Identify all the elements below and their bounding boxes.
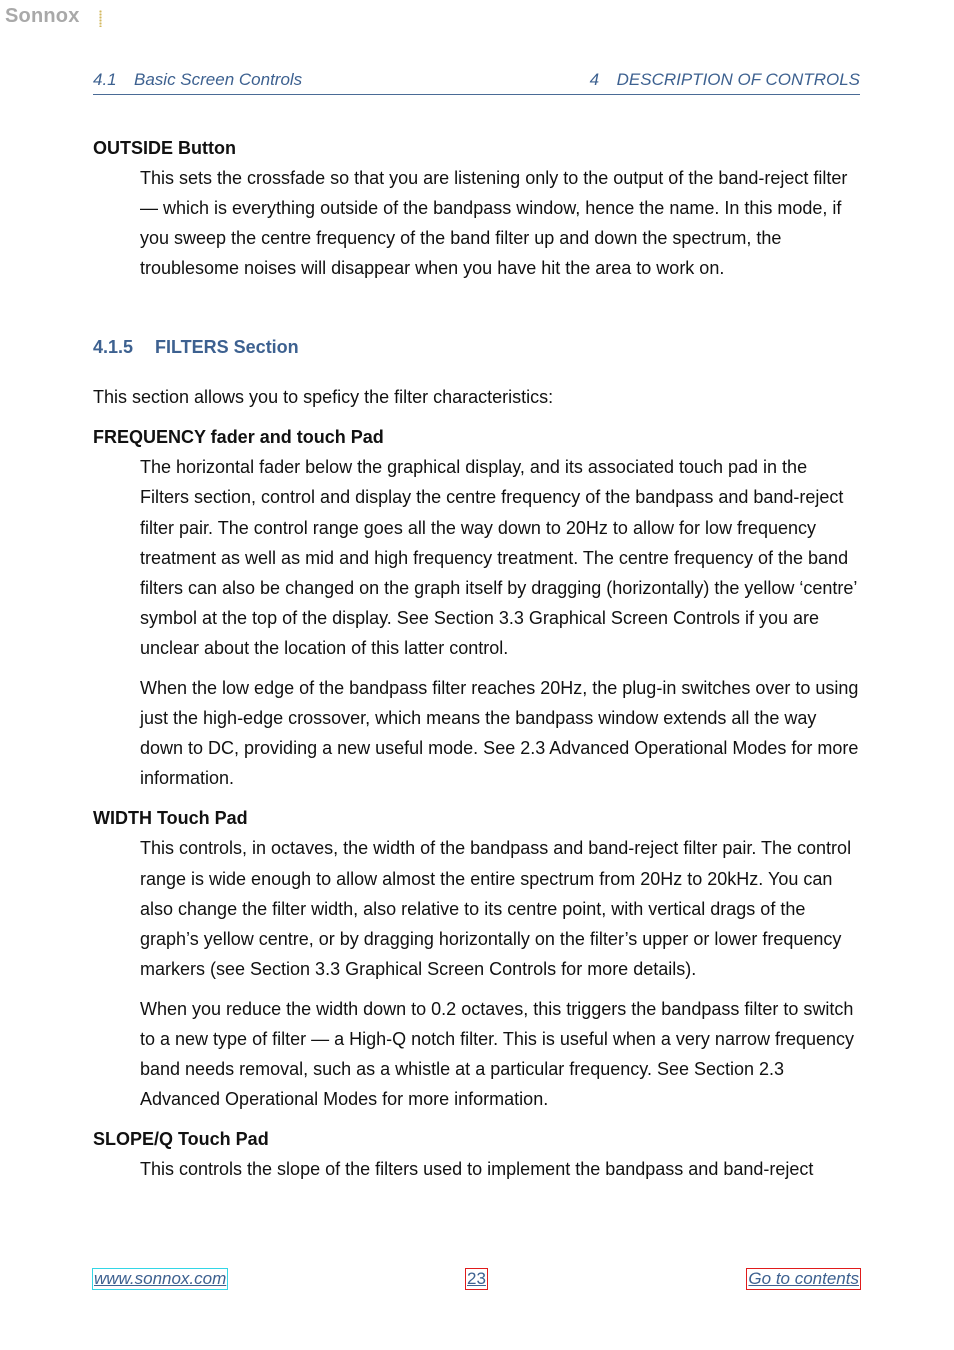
frequency-desc-2: When the low edge of the bandpass filter reaches 20Hz, the plug-in switches over to using just the high-edge crossover, which means the bandpass window extends all the way down to DC, providing a new useful mode. See 2.3 Advanced Operational Modes for more information.: [140, 678, 859, 789]
logo-dots-icon: [99, 10, 102, 27]
filters-section-heading: [93, 332, 860, 362]
sonnox-logo: Sonnox: [5, 5, 80, 27]
go-to-contents-link[interactable]: Go to contents: [748, 1269, 859, 1288]
outside-button-desc: This sets the crossfade so that you are listening only to the output of the band-reject filter — which is everything outside of the bandpass window, hence the name. In this mode, if you sweep the centre frequency of the band filter up and down the spectrum, the troublesome noises will disappear when you have hit the area to work on.: [140, 168, 848, 279]
header-section-number: 4.1: [93, 70, 117, 89]
page-header: [93, 70, 860, 95]
outside-button-term: OUTSIDE Button: [93, 138, 236, 158]
frequency-desc-1: The horizontal fader below the graphical display, and its associated touch pad in the Filters section, control and display the centre frequency of the bandpass and band-reject filter pair. The control range goes all the way down to 20Hz to allow for low frequency treatment as well as mid and high frequency treatment. The centre frequency of the band filters can also be changed on the graph itself by dragging (horizontally) the yellow ‘centre’ symbol at the top of the display. See Section 3.3 Graphical Screen Controls if you are unclear about the location of this latter control.: [140, 457, 857, 658]
header-right: [590, 70, 860, 90]
header-left: [93, 70, 302, 90]
width-desc-2: When you reduce the width down to 0.2 octaves, this triggers the bandpass filter to switch to a new type of filter — a High-Q notch filter. This is useful when a very narrow frequency band needs removal, such as a whistle at a particular frequency. See Section 2.3 Advanced Operational Modes for more information.: [140, 998, 854, 1110]
slope-desc: This controls the slope of the filters used to implement the bandpass and band-reject: [140, 1159, 814, 1180]
website-link[interactable]: www.sonnox.com: [94, 1269, 227, 1288]
slope-term: SLOPE/Q Touch Pad: [93, 1129, 269, 1150]
width-desc-1: This controls, in octaves, the width of the bandpass and band-reject filter pair. The control range is wide enough to allow almost the entire spectrum from 20Hz to 20kHz. You can also change the filter width, also relative to its centre point, with vertical drags of the graph’s yellow centre, or by dragging horizontally on the filter’s upper or lower frequency markers (see Section 3.3 Graphical Screen Controls for more details).: [140, 838, 852, 979]
header-chapter-number: 4: [589, 70, 600, 89]
page-footer: [93, 1269, 860, 1293]
frequency-term: FREQUENCY fader and touch Pad: [93, 427, 384, 448]
section-number: 4.1.5: [93, 337, 134, 358]
page-body: [93, 133, 860, 1194]
page-number-link[interactable]: 23: [467, 1269, 486, 1288]
header-section-title: Basic Screen Controls: [134, 70, 303, 89]
header-chapter-title: DESCRIPTION OF CONTROLS: [616, 70, 860, 89]
section-title: FILTERS Section: [155, 337, 299, 358]
width-term: WIDTH Touch Pad: [93, 808, 248, 829]
section-intro: This section allows you to speficy the filter characteristics:: [93, 387, 554, 408]
